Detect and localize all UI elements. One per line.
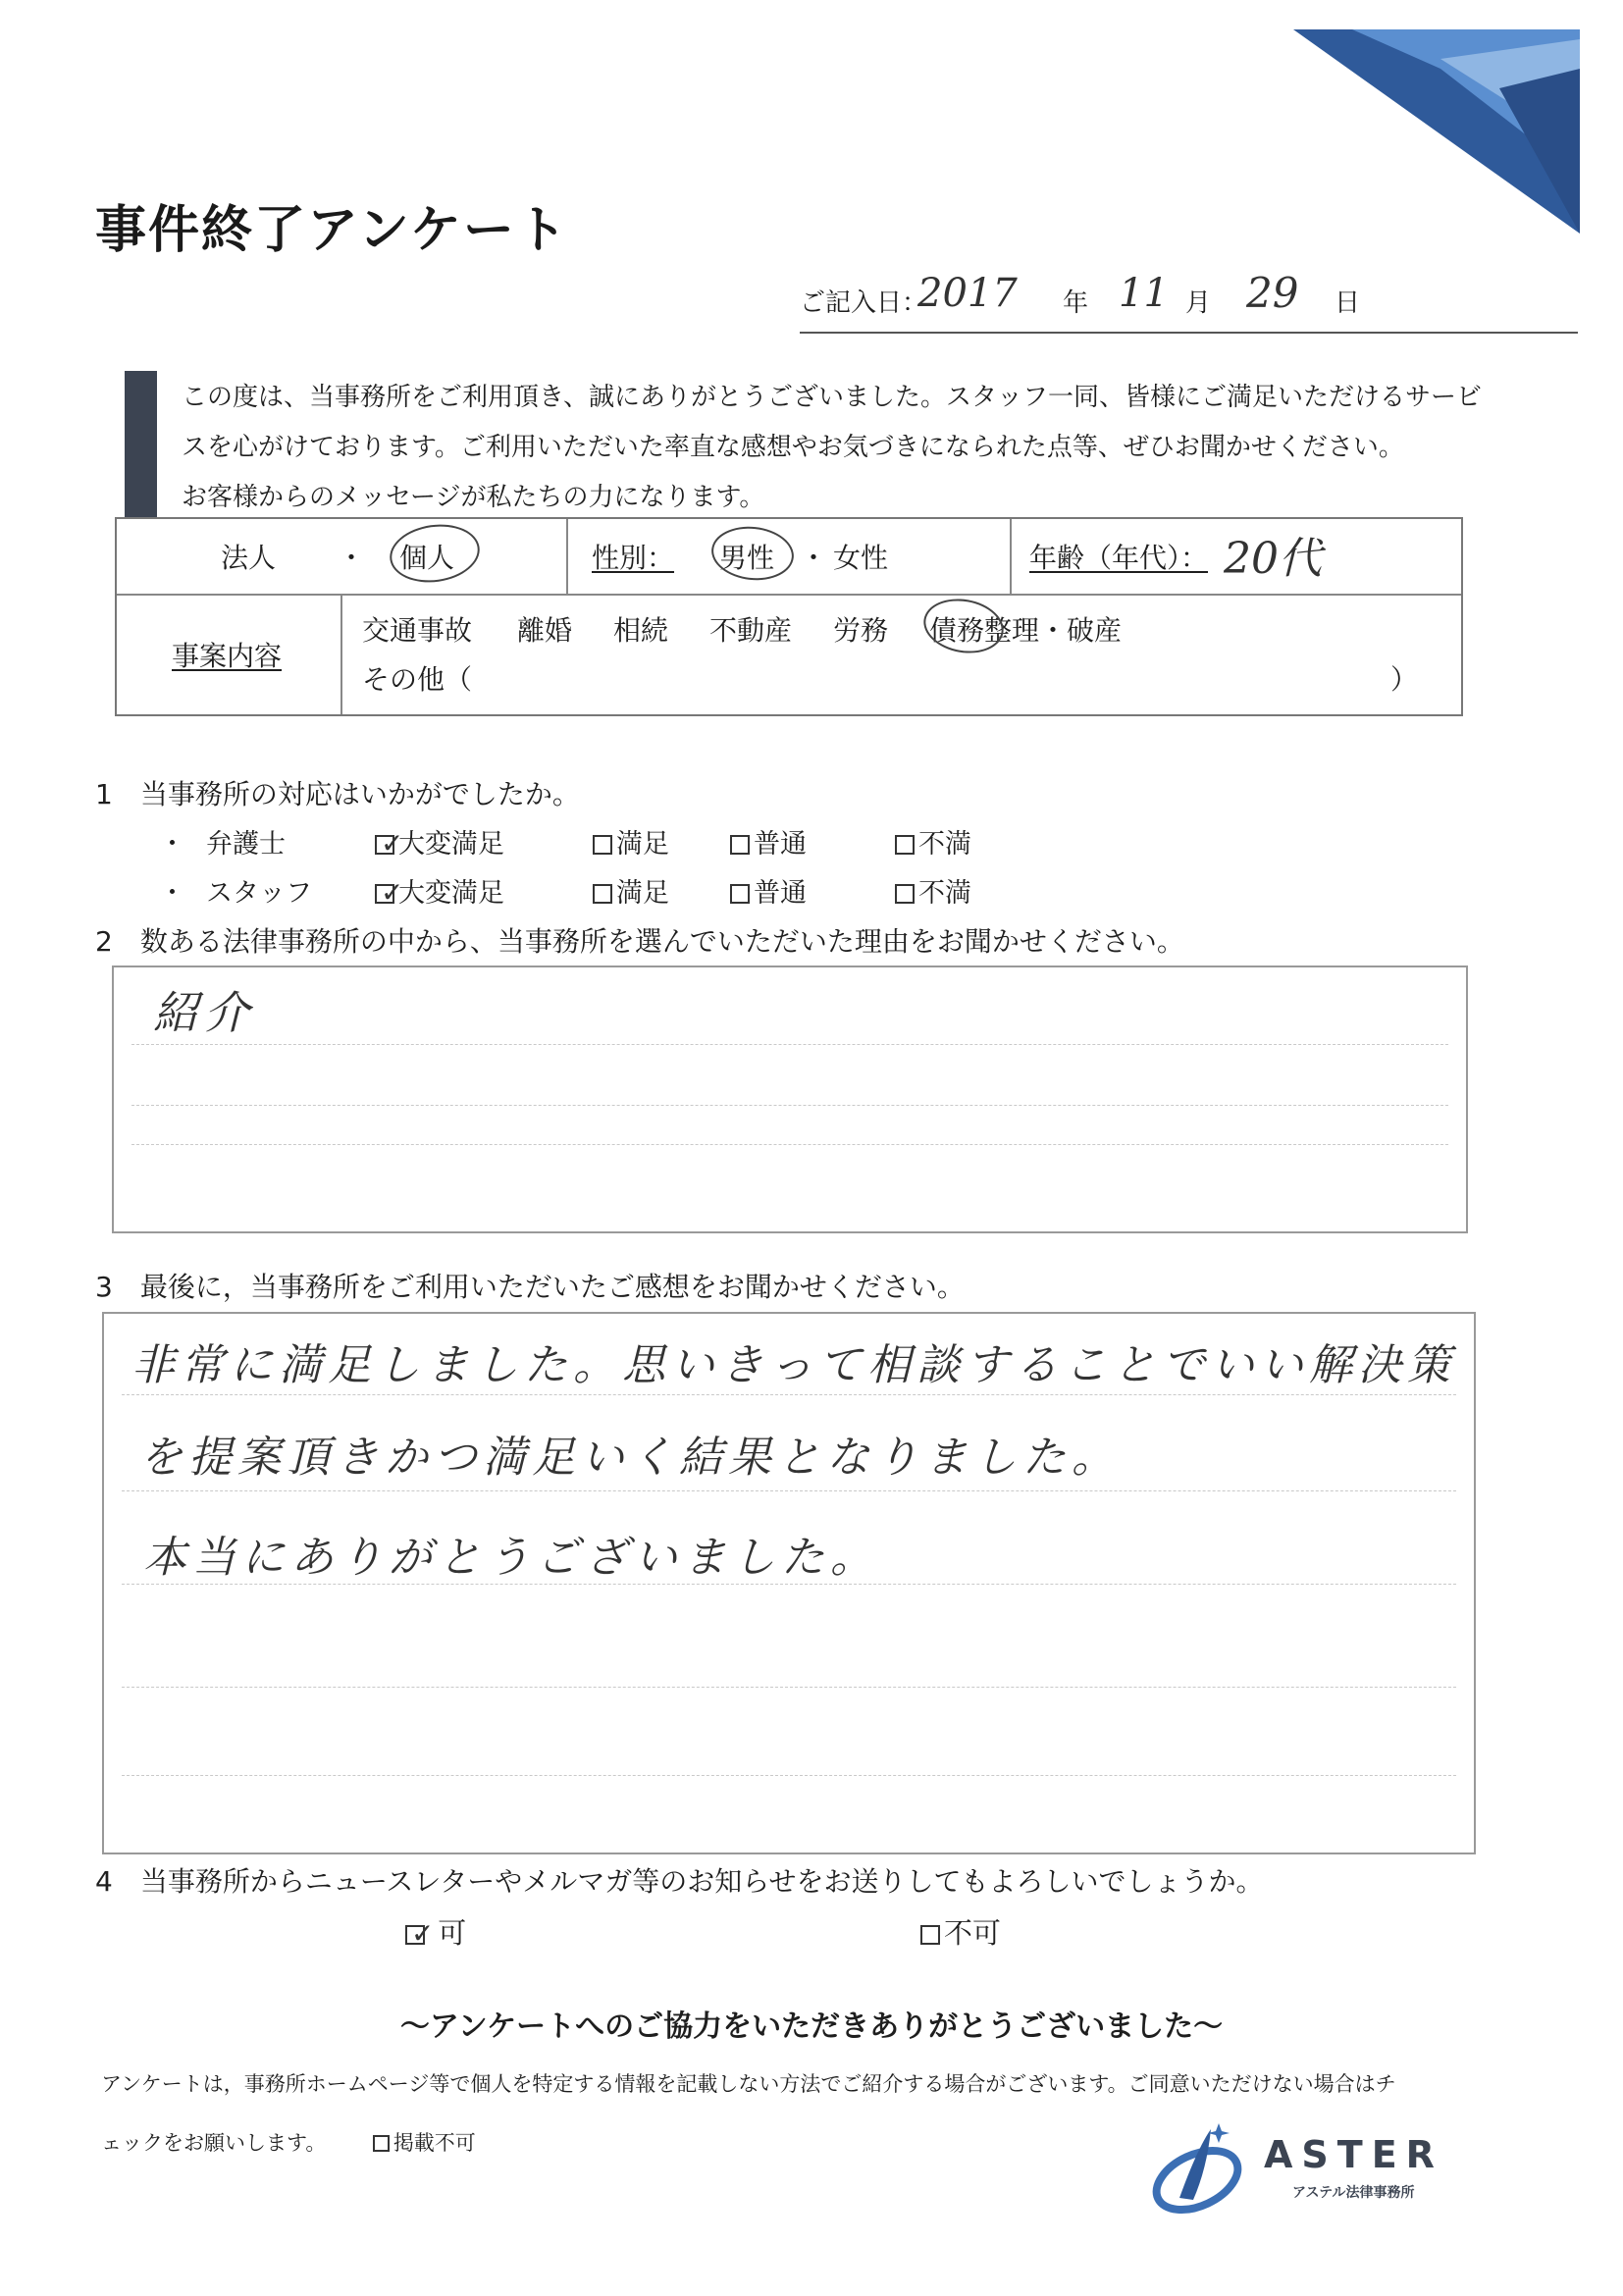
check-icon: ✓ xyxy=(381,876,404,909)
checkbox-checked[interactable] xyxy=(375,876,404,909)
option-label: 普通 xyxy=(754,878,807,909)
checkbox[interactable] xyxy=(730,835,750,855)
female-option[interactable]: 女性 xyxy=(833,542,889,574)
selection-circle xyxy=(919,593,1008,658)
intro-line: スを心がけております。ご利用いただいた率直な感想やお気づきになられた点等、ぜひお聞かせください。 xyxy=(182,433,1404,462)
option-label: 可 xyxy=(438,1916,467,1950)
age-label: 年齢（年代）： xyxy=(1029,542,1209,574)
date-day-value: 29 xyxy=(1246,269,1299,317)
option-label: 普通 xyxy=(754,829,807,860)
year-unit: 年 xyxy=(1063,288,1089,318)
q1-staff-dissatisfied[interactable] xyxy=(895,871,971,910)
male-option[interactable]: 男性 xyxy=(719,542,775,574)
option-label: 満足 xyxy=(616,878,669,909)
q1-row-staff-label: スタッフ xyxy=(206,878,312,909)
q1-lawyer-satisfied[interactable] xyxy=(593,822,669,861)
q1-staff-satisfied[interactable] xyxy=(593,871,669,910)
q1-staff-normal[interactable] xyxy=(730,871,807,910)
checkbox[interactable] xyxy=(593,835,612,855)
checkbox[interactable] xyxy=(730,884,750,904)
individual-option[interactable]: 個人 xyxy=(399,542,455,574)
q1-row-bullet: ・ xyxy=(159,829,185,860)
question-3: 3 最後に，当事務所をご利用いただいたご感想をお聞かせください。 xyxy=(95,1271,965,1303)
age-value: 20代 xyxy=(1224,534,1322,584)
corner-decoration xyxy=(1293,29,1580,234)
selection-circle xyxy=(386,519,483,588)
checkbox[interactable] xyxy=(895,884,915,904)
option-label: 不可 xyxy=(944,1916,1002,1950)
separator-dot: ・ xyxy=(338,542,366,574)
gender-label: 性別： xyxy=(592,542,675,574)
question-2: 2 数ある法律事務所の中から、当事務所を選んでいただいた理由をお聞かせください。 xyxy=(95,925,1184,958)
checkbox[interactable] xyxy=(593,884,612,904)
question-1: 1 当事務所の対応はいかがでしたか。 xyxy=(95,778,580,810)
logo-subtitle: アステル法律事務所 xyxy=(1292,2185,1415,2201)
q1-staff-very-satisfied[interactable] xyxy=(375,871,504,910)
intro-line: お客様からのメッセージが私たちの力になります。 xyxy=(182,483,765,512)
q1-row-bullet: ・ xyxy=(159,878,185,909)
corporate-option[interactable]: 法人 xyxy=(221,542,277,574)
intro-line: この度は、当事務所をご利用頂き、誠にありがとうございました。スタッフ一同、皆様にご満足いただけるサービ xyxy=(182,383,1482,412)
case-traffic[interactable]: 交通事故 xyxy=(362,614,473,647)
option-label: 大変満足 xyxy=(398,829,504,860)
q3-answer-box[interactable] xyxy=(102,1312,1476,1854)
logo-wordmark: ASTER xyxy=(1264,2133,1443,2176)
separator-dot: ・ xyxy=(800,542,828,574)
q4-yes-option[interactable] xyxy=(405,1911,466,1952)
check-icon: ✓ xyxy=(381,827,404,860)
checkbox[interactable] xyxy=(895,835,915,855)
q4-no-option[interactable] xyxy=(920,1911,1001,1952)
check-icon: ✓ xyxy=(411,1917,435,1950)
intro-text xyxy=(182,373,1536,523)
option-label: 不満 xyxy=(918,878,971,909)
q3-answer-line: を提案頂きかつ満足いく結果となりました。 xyxy=(139,1433,1121,1483)
option-label: 満足 xyxy=(616,829,669,860)
checkbox-checked[interactable] xyxy=(375,827,404,860)
case-other-label[interactable]: その他（ xyxy=(362,663,473,696)
note-line: アンケートは，事務所ホームページ等で個人を特定する情報を記載しない方法でご紹介する場合がございます。ご同意いただけない場合はチ xyxy=(101,2072,1396,2096)
case-other-close: ） xyxy=(1390,663,1419,696)
q1-lawyer-very-satisfied[interactable] xyxy=(375,822,504,861)
client-info-table xyxy=(115,517,1463,716)
date-label: ご記入日： xyxy=(800,288,928,318)
no-publish-checkbox[interactable] xyxy=(373,2135,390,2152)
option-label: 大変満足 xyxy=(398,878,504,909)
q2-answer-text: 紹介 xyxy=(153,986,255,1039)
day-unit: 日 xyxy=(1335,288,1361,318)
case-divorce[interactable]: 離婚 xyxy=(517,614,573,647)
thanks-message: ～アンケートへのご協力をいただきありがとうございました～ xyxy=(399,2009,1224,2044)
question-4: 4 当事務所からニュースレターやメルマガ等のお知らせをお送りしてもよろしいでしょうか。 xyxy=(95,1865,1264,1898)
option-label: 不満 xyxy=(918,829,971,860)
date-row xyxy=(800,265,1578,334)
q2-answer-box[interactable] xyxy=(112,965,1468,1233)
month-unit: 月 xyxy=(1185,288,1212,318)
checkbox-checked[interactable] xyxy=(405,1917,435,1950)
q1-lawyer-dissatisfied[interactable] xyxy=(895,822,971,861)
q3-answer-line: 本当にありがとうございました。 xyxy=(143,1533,879,1583)
logo-mark-icon xyxy=(1150,2119,1258,2218)
date-year-value: 2017 xyxy=(917,271,1018,316)
aster-logo xyxy=(1150,2119,1484,2218)
note-text: ェックをお願いします。 xyxy=(101,2131,327,2155)
case-inheritance[interactable]: 相続 xyxy=(613,614,669,647)
case-label: 事案内容 xyxy=(172,640,283,672)
q1-row-lawyer-label: 弁護士 xyxy=(206,829,286,860)
case-labor[interactable]: 労務 xyxy=(833,614,889,647)
no-publish-label: 掲載不可 xyxy=(393,2131,476,2155)
intro-accent-bar xyxy=(125,371,157,518)
page-title: 事件終了アンケート xyxy=(95,200,569,260)
date-month-value: 11 xyxy=(1119,271,1169,316)
case-real-estate[interactable]: 不動産 xyxy=(709,614,793,647)
case-debt-bankruptcy[interactable]: 債務整理・破産 xyxy=(929,614,1123,647)
checkbox[interactable] xyxy=(920,1925,940,1945)
q3-answer-line: 非常に満足しました。思いきって相談することでいい解決策 xyxy=(131,1340,1456,1390)
q1-lawyer-normal[interactable] xyxy=(730,822,807,861)
